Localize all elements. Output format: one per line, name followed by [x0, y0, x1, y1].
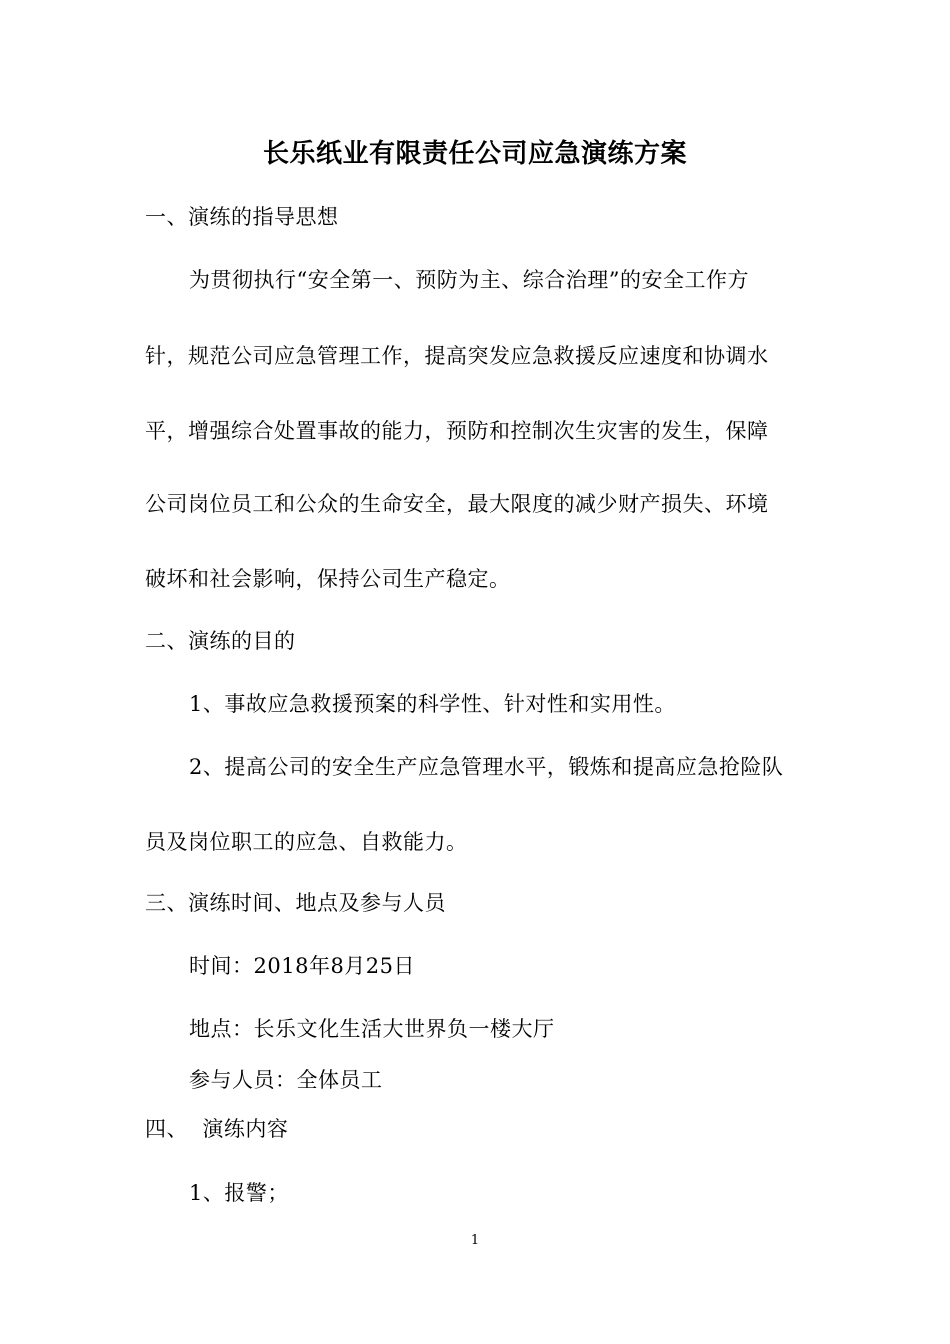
paragraph-line: 破坏和社会影响，保持公司生产稳定。 [145, 567, 511, 591]
list-item: 2、提高公司的安全生产应急管理水平，锻炼和提高应急抢险队 [189, 755, 784, 779]
list-item-continuation: 员及岗位职工的应急、自救能力。 [145, 830, 468, 854]
section-heading-time-place: 三、演练时间、地点及参与人员 [145, 891, 446, 915]
page-number: 1 [470, 1233, 480, 1248]
paragraph-line: 平，增强综合处置事故的能力，预防和控制次生灾害的发生，保障 [145, 419, 769, 443]
section-heading-purpose: 二、演练的目的 [145, 629, 296, 653]
paragraph-line: 公司岗位员工和公众的生命安全，最大限度的减少财产损失、环境 [145, 492, 769, 516]
document-title: 长乐纸业有限责任公司应急演练方案 [262, 139, 687, 169]
paragraph-line: 针，规范公司应急管理工作，提高突发应急救援反应速度和协调水 [145, 344, 769, 368]
drill-time: 时间：2018年8月25日 [189, 954, 416, 978]
list-item: 1、报警； [189, 1181, 289, 1205]
section-heading-guiding-thought: 一、演练的指导思想 [145, 205, 339, 229]
list-item: 1、事故应急救援预案的科学性、针对性和实用性。 [189, 692, 676, 716]
drill-place: 地点：长乐文化生活大世界负一楼大厅 [189, 1017, 555, 1041]
drill-participants: 参与人员：全体员工 [189, 1068, 383, 1092]
section-heading-content: 四、 演练内容 [145, 1117, 289, 1141]
paragraph-line: 为贯彻执行“安全第一、预防为主、综合治理”的安全工作方 [189, 268, 749, 292]
